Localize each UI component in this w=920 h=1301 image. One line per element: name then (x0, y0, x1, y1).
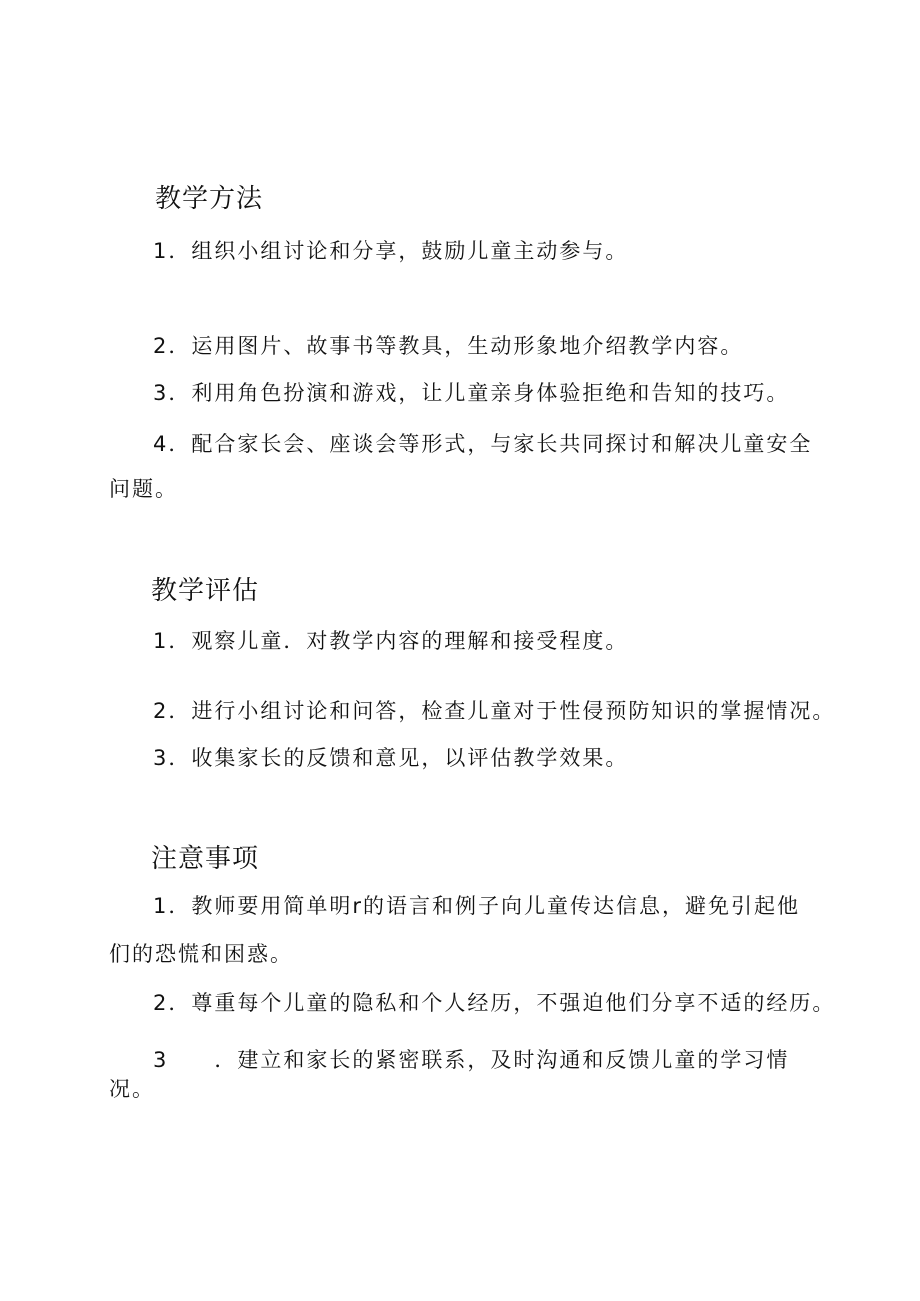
evaluation-item-1: 1．观察儿童．对教学内容的理解和接受程度。 (153, 629, 629, 653)
precautions-item-3: 3 ．建立和家长的紧密联系，及时沟通和反馈儿童的学习情 (153, 1048, 790, 1072)
evaluation-item-2: 2．进行小组讨论和问答，检查儿童对于性侵预防知识的掌握情况。 (153, 699, 836, 723)
evaluation-item-3: 3．收集家长的反馈和意见，以评估教学效果。 (153, 746, 629, 770)
section-heading-teaching-methods: 教学方法 (155, 184, 264, 214)
section-heading-precautions: 注意事项 (151, 844, 260, 874)
methods-item-2: 2．运用图片、故事书等教具，生动形象地介绍教学内容。 (153, 334, 744, 358)
precautions-item-1: 1．教师要用简单明r的语言和例子向儿童传达信息，避免引起他 (153, 894, 800, 918)
precautions-item-3-continued: 况。 (109, 1077, 155, 1101)
methods-item-1: 1．组织小组讨论和分享，鼓励儿童主动参与。 (153, 239, 629, 263)
methods-item-3: 3．利用角色扮演和游戏，让儿童亲身体验拒绝和告知的技巧。 (153, 381, 790, 405)
precautions-item-1-continued: 们的恐慌和困惑。 (109, 942, 293, 966)
methods-item-4-continued: 问题。 (109, 477, 178, 501)
section-heading-teaching-evaluation: 教学评估 (151, 576, 260, 606)
methods-item-4: 4．配合家长会、座谈会等形式，与家长共同探讨和解决儿童安全 (153, 432, 813, 456)
precautions-item-2: 2．尊重每个儿童的隐私和个人经历，不强迫他们分享不适的经历。 (153, 991, 836, 1015)
